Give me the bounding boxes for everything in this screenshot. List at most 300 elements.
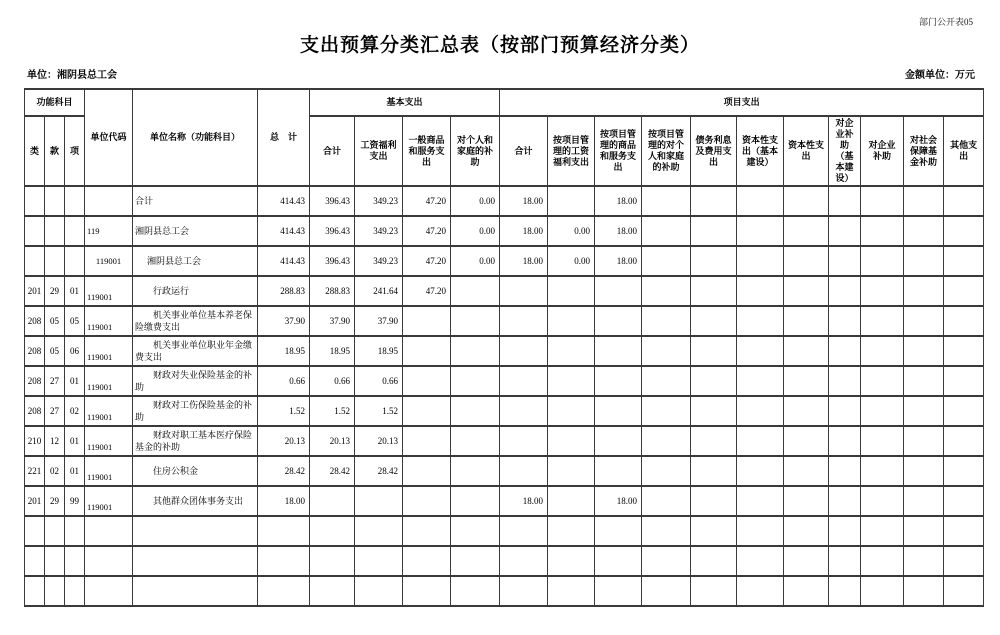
- value-cell: [691, 186, 737, 216]
- value-cell: 18.00: [500, 486, 548, 516]
- value-cell: [691, 336, 737, 366]
- table-body: [25, 186, 984, 606]
- value-cell: [829, 186, 861, 216]
- value-cell: [258, 576, 310, 606]
- value-cell: [500, 426, 548, 456]
- value-cell: [691, 276, 737, 306]
- header-project-social-security-subsidy: 对社会保障基金补助: [904, 116, 944, 186]
- value-cell: [451, 576, 500, 606]
- value-cell: [829, 456, 861, 486]
- value-cell: [784, 336, 829, 366]
- unit-name-cell: 湘阴县总工会: [133, 246, 258, 276]
- value-cell: [595, 546, 642, 576]
- value-cell: [642, 516, 691, 546]
- func-code-cell: 221: [25, 456, 45, 486]
- value-cell: [861, 216, 904, 246]
- value-cell: [451, 486, 500, 516]
- func-code-cell: [45, 186, 65, 216]
- value-cell: 18.00: [595, 216, 642, 246]
- header-basic-wage-welfare: 工资福利支出: [355, 116, 403, 186]
- value-cell: 28.42: [310, 456, 355, 486]
- value-cell: 414.43: [258, 246, 310, 276]
- value-cell: [451, 366, 500, 396]
- func-code-cell: 201: [25, 276, 45, 306]
- value-cell: [829, 306, 861, 336]
- table-row: [25, 216, 984, 246]
- value-cell: [829, 486, 861, 516]
- value-cell: [904, 426, 944, 456]
- value-cell: [548, 546, 595, 576]
- func-code-cell: [25, 516, 45, 546]
- func-code-cell: 05: [65, 306, 85, 336]
- value-cell: [403, 456, 451, 486]
- unit-name-cell: [133, 576, 258, 606]
- value-cell: [500, 306, 548, 336]
- header-project-enterprise-subsidy-basic-construction: 对企业补助（基本建设）: [829, 116, 861, 186]
- unit-code-cell: 119001: [85, 396, 133, 426]
- unit-code-cell: 119001: [85, 336, 133, 366]
- value-cell: 37.90: [355, 306, 403, 336]
- value-cell: [691, 576, 737, 606]
- value-cell: [500, 516, 548, 546]
- unit-code-cell: [85, 516, 133, 546]
- header-project-capital-basic-construction: 资本性支出（基本建设）: [737, 116, 784, 186]
- table-row: [25, 306, 984, 336]
- value-cell: [403, 336, 451, 366]
- header-col-section: 款: [45, 116, 65, 186]
- func-code-cell: [45, 576, 65, 606]
- unit-code-cell: 119001: [85, 246, 133, 276]
- table-row: [25, 486, 984, 516]
- value-cell: 47.20: [403, 276, 451, 306]
- value-cell: [691, 546, 737, 576]
- header-project-goods-services: 按项目管理的商品和服务支出: [595, 116, 642, 186]
- header-project-enterprise-subsidy: 对企业补助: [861, 116, 904, 186]
- value-cell: [904, 186, 944, 216]
- func-code-cell: 208: [25, 336, 45, 366]
- value-cell: [548, 276, 595, 306]
- value-cell: [784, 216, 829, 246]
- value-cell: 37.90: [258, 306, 310, 336]
- value-cell: [642, 576, 691, 606]
- value-cell: [829, 516, 861, 546]
- value-cell: [500, 576, 548, 606]
- value-cell: [904, 336, 944, 366]
- value-cell: [691, 426, 737, 456]
- value-cell: 1.52: [258, 396, 310, 426]
- value-cell: [595, 516, 642, 546]
- value-cell: [829, 336, 861, 366]
- value-cell: 20.13: [310, 426, 355, 456]
- value-cell: [403, 396, 451, 426]
- value-cell: [737, 216, 784, 246]
- func-code-cell: 01: [65, 366, 85, 396]
- value-cell: 414.43: [258, 186, 310, 216]
- value-cell: [451, 276, 500, 306]
- value-cell: [595, 426, 642, 456]
- value-cell: [500, 276, 548, 306]
- value-cell: [784, 486, 829, 516]
- unit-code-cell: [85, 186, 133, 216]
- value-cell: [642, 396, 691, 426]
- value-cell: [829, 426, 861, 456]
- value-cell: [861, 246, 904, 276]
- value-cell: [500, 366, 548, 396]
- value-cell: 241.64: [355, 276, 403, 306]
- value-cell: [904, 246, 944, 276]
- value-cell: [642, 366, 691, 396]
- header-basic-goods-services: 一般商品和服务支出: [403, 116, 451, 186]
- func-code-cell: [25, 216, 45, 246]
- func-code-cell: [65, 216, 85, 246]
- value-cell: 0.00: [451, 216, 500, 246]
- func-code-cell: [45, 516, 65, 546]
- doc-number-label: 部门公开表05: [918, 17, 973, 27]
- value-cell: [737, 396, 784, 426]
- value-cell: [944, 486, 984, 516]
- value-cell: 414.43: [258, 216, 310, 246]
- value-cell: [403, 366, 451, 396]
- value-cell: [829, 246, 861, 276]
- value-cell: [861, 306, 904, 336]
- func-code-cell: 06: [65, 336, 85, 366]
- func-code-cell: 01: [65, 456, 85, 486]
- value-cell: [403, 516, 451, 546]
- value-cell: [784, 576, 829, 606]
- value-cell: [642, 216, 691, 246]
- value-cell: [737, 516, 784, 546]
- header-project-subtotal: 合计: [500, 116, 548, 186]
- unit-code-cell: 119001: [85, 426, 133, 456]
- table-row: [25, 276, 984, 306]
- value-cell: [451, 516, 500, 546]
- value-cell: [642, 336, 691, 366]
- value-cell: 28.42: [355, 456, 403, 486]
- value-cell: [904, 456, 944, 486]
- value-cell: [784, 186, 829, 216]
- header-project-other: 其他支出: [944, 116, 984, 186]
- empty-row: [25, 576, 984, 606]
- value-cell: [500, 336, 548, 366]
- value-cell: [548, 576, 595, 606]
- value-cell: [500, 546, 548, 576]
- func-code-cell: 27: [45, 366, 65, 396]
- func-code-cell: 201: [25, 486, 45, 516]
- header-basic-individual-family: 对个人和家庭的补助: [451, 116, 500, 186]
- value-cell: [310, 546, 355, 576]
- func-code-cell: 01: [65, 276, 85, 306]
- value-cell: [691, 456, 737, 486]
- header-grand-total: 总 计: [258, 89, 310, 186]
- value-cell: [691, 396, 737, 426]
- unit-name-cell: [133, 516, 258, 546]
- value-cell: [451, 456, 500, 486]
- header-basic-subtotal: 合计: [310, 116, 355, 186]
- value-cell: [691, 246, 737, 276]
- unit-name-cell: 行政运行: [133, 276, 258, 306]
- value-cell: [784, 396, 829, 426]
- value-cell: [310, 516, 355, 546]
- value-cell: [548, 396, 595, 426]
- unit-code-cell: 119001: [85, 276, 133, 306]
- value-cell: [904, 306, 944, 336]
- value-cell: [691, 486, 737, 516]
- value-cell: [861, 576, 904, 606]
- value-cell: [829, 216, 861, 246]
- value-cell: 18.00: [500, 186, 548, 216]
- unit-name-cell: 合计: [133, 186, 258, 216]
- header-col-class: 类: [25, 116, 45, 186]
- value-cell: [548, 336, 595, 366]
- value-cell: 288.83: [310, 276, 355, 306]
- func-code-cell: [65, 246, 85, 276]
- value-cell: [451, 546, 500, 576]
- func-code-cell: [25, 246, 45, 276]
- unit-code-cell: 119001: [85, 486, 133, 516]
- value-cell: [355, 516, 403, 546]
- unit-code-cell: [85, 576, 133, 606]
- header-project-capital: 资本性支出: [784, 116, 829, 186]
- value-cell: [904, 216, 944, 246]
- empty-row: [25, 546, 984, 576]
- meta-row: [27, 66, 975, 81]
- unit-code-cell: [85, 546, 133, 576]
- value-cell: [861, 426, 904, 456]
- func-code-cell: [25, 576, 45, 606]
- value-cell: [642, 246, 691, 276]
- value-cell: [829, 276, 861, 306]
- value-cell: [737, 306, 784, 336]
- func-code-cell: 12: [45, 426, 65, 456]
- value-cell: 28.42: [258, 456, 310, 486]
- func-code-cell: [45, 246, 65, 276]
- func-code-cell: [45, 216, 65, 246]
- value-cell: [642, 456, 691, 486]
- header-project-individual-family: 按项目管理的对个人和家庭的补助: [642, 116, 691, 186]
- table-row: [25, 336, 984, 366]
- value-cell: [904, 546, 944, 576]
- value-cell: [548, 456, 595, 486]
- value-cell: 18.00: [595, 486, 642, 516]
- unit-code-cell: 119001: [85, 366, 133, 396]
- value-cell: [451, 336, 500, 366]
- page-title: 支出预算分类汇总表（按部门预算经济分类）: [299, 35, 700, 56]
- header-basic-group: 基本支出: [310, 89, 500, 116]
- value-cell: [944, 396, 984, 426]
- value-cell: 0.66: [355, 366, 403, 396]
- func-code-cell: [25, 546, 45, 576]
- value-cell: [829, 576, 861, 606]
- value-cell: 349.23: [355, 246, 403, 276]
- value-cell: [642, 546, 691, 576]
- func-code-cell: 02: [65, 396, 85, 426]
- func-code-cell: 208: [25, 366, 45, 396]
- value-cell: [642, 186, 691, 216]
- value-cell: [355, 576, 403, 606]
- empty-row: [25, 516, 984, 546]
- func-code-cell: 99: [65, 486, 85, 516]
- value-cell: [829, 366, 861, 396]
- table-header: [25, 89, 984, 186]
- value-cell: [310, 486, 355, 516]
- value-cell: [595, 456, 642, 486]
- value-cell: [691, 366, 737, 396]
- value-cell: [642, 486, 691, 516]
- unit-name-cell: 财政对工伤保险基金的补助: [133, 396, 258, 426]
- func-code-cell: 01: [65, 426, 85, 456]
- value-cell: [737, 456, 784, 486]
- value-cell: 47.20: [403, 216, 451, 246]
- value-cell: [403, 576, 451, 606]
- value-cell: [642, 426, 691, 456]
- value-cell: [904, 516, 944, 546]
- header-unit-code: 单位代码: [85, 89, 133, 186]
- unit-name-cell: 财政对职工基本医疗保险基金的补助: [133, 426, 258, 456]
- value-cell: [861, 456, 904, 486]
- value-cell: [355, 546, 403, 576]
- value-cell: 47.20: [403, 246, 451, 276]
- value-cell: [944, 186, 984, 216]
- value-cell: [944, 306, 984, 336]
- value-cell: [904, 486, 944, 516]
- header-group-row: [25, 89, 984, 116]
- value-cell: [944, 336, 984, 366]
- value-cell: [861, 486, 904, 516]
- value-cell: [737, 186, 784, 216]
- unit-code-cell: 119001: [85, 306, 133, 336]
- value-cell: [595, 366, 642, 396]
- func-code-cell: 29: [45, 276, 65, 306]
- func-code-cell: [45, 546, 65, 576]
- amount-unit-label: 金额单位：万元: [905, 70, 975, 81]
- table-row: [25, 456, 984, 486]
- value-cell: [861, 276, 904, 306]
- value-cell: [784, 546, 829, 576]
- table-row: [25, 396, 984, 426]
- budget-table: [24, 88, 984, 607]
- unit-name-cell: 机关事业单位基本养老保险缴费支出: [133, 306, 258, 336]
- header-func-group: 功能科目: [25, 89, 85, 116]
- value-cell: [784, 366, 829, 396]
- value-cell: 396.43: [310, 216, 355, 246]
- value-cell: [737, 366, 784, 396]
- value-cell: [403, 486, 451, 516]
- func-code-cell: [65, 546, 85, 576]
- value-cell: [451, 396, 500, 426]
- value-cell: [737, 336, 784, 366]
- func-code-cell: 27: [45, 396, 65, 426]
- value-cell: [691, 306, 737, 336]
- value-cell: [784, 246, 829, 276]
- value-cell: 0.66: [310, 366, 355, 396]
- value-cell: [784, 306, 829, 336]
- value-cell: 396.43: [310, 186, 355, 216]
- value-cell: [944, 516, 984, 546]
- value-cell: [861, 336, 904, 366]
- unit-name-cell: 住房公积金: [133, 456, 258, 486]
- value-cell: [595, 306, 642, 336]
- value-cell: 0.00: [548, 216, 595, 246]
- unit-label: 单位：湘阴县总工会: [27, 70, 117, 81]
- value-cell: [904, 396, 944, 426]
- value-cell: 18.00: [258, 486, 310, 516]
- value-cell: 0.00: [548, 246, 595, 276]
- value-cell: [737, 486, 784, 516]
- value-cell: [944, 546, 984, 576]
- value-cell: 396.43: [310, 246, 355, 276]
- table-row: [25, 186, 984, 216]
- unit-code-cell: 119001: [85, 456, 133, 486]
- value-cell: [944, 456, 984, 486]
- value-cell: [310, 576, 355, 606]
- value-cell: [861, 396, 904, 426]
- value-cell: [595, 396, 642, 426]
- value-cell: [829, 396, 861, 426]
- value-cell: [595, 276, 642, 306]
- header-unit-name: 单位名称（功能科目）: [133, 89, 258, 186]
- func-code-cell: [65, 186, 85, 216]
- value-cell: [737, 426, 784, 456]
- unit-name-cell: 其他群众团体事务支出: [133, 486, 258, 516]
- value-cell: [944, 366, 984, 396]
- func-code-cell: 208: [25, 306, 45, 336]
- value-cell: [861, 186, 904, 216]
- value-cell: [548, 366, 595, 396]
- value-cell: [784, 426, 829, 456]
- value-cell: [861, 366, 904, 396]
- func-code-cell: 05: [45, 306, 65, 336]
- value-cell: [548, 306, 595, 336]
- func-code-cell: 210: [25, 426, 45, 456]
- value-cell: [355, 486, 403, 516]
- value-cell: 20.13: [258, 426, 310, 456]
- value-cell: 47.20: [403, 186, 451, 216]
- value-cell: 18.00: [500, 246, 548, 276]
- value-cell: [944, 276, 984, 306]
- value-cell: [784, 456, 829, 486]
- value-cell: [737, 576, 784, 606]
- value-cell: 349.23: [355, 186, 403, 216]
- header-project-wage-welfare: 按项目管理的工资福利支出: [548, 116, 595, 186]
- value-cell: [737, 246, 784, 276]
- value-cell: 0.66: [258, 366, 310, 396]
- value-cell: [861, 546, 904, 576]
- func-code-cell: [65, 576, 85, 606]
- header-project-debt-interest: 债务利息及费用支出: [691, 116, 737, 186]
- func-code-cell: [65, 516, 85, 546]
- header-col-item: 项: [65, 116, 85, 186]
- value-cell: [403, 426, 451, 456]
- value-cell: 1.52: [310, 396, 355, 426]
- value-cell: [904, 366, 944, 396]
- value-cell: [737, 276, 784, 306]
- func-code-cell: 208: [25, 396, 45, 426]
- func-code-cell: [25, 186, 45, 216]
- value-cell: [904, 276, 944, 306]
- value-cell: [451, 306, 500, 336]
- value-cell: [258, 516, 310, 546]
- value-cell: 0.00: [451, 186, 500, 216]
- value-cell: [861, 516, 904, 546]
- unit-name-cell: 机关事业单位职业年金缴费支出: [133, 336, 258, 366]
- value-cell: [829, 546, 861, 576]
- value-cell: 288.83: [258, 276, 310, 306]
- value-cell: [691, 216, 737, 246]
- value-cell: 18.95: [310, 336, 355, 366]
- value-cell: [451, 426, 500, 456]
- value-cell: [784, 276, 829, 306]
- value-cell: [548, 186, 595, 216]
